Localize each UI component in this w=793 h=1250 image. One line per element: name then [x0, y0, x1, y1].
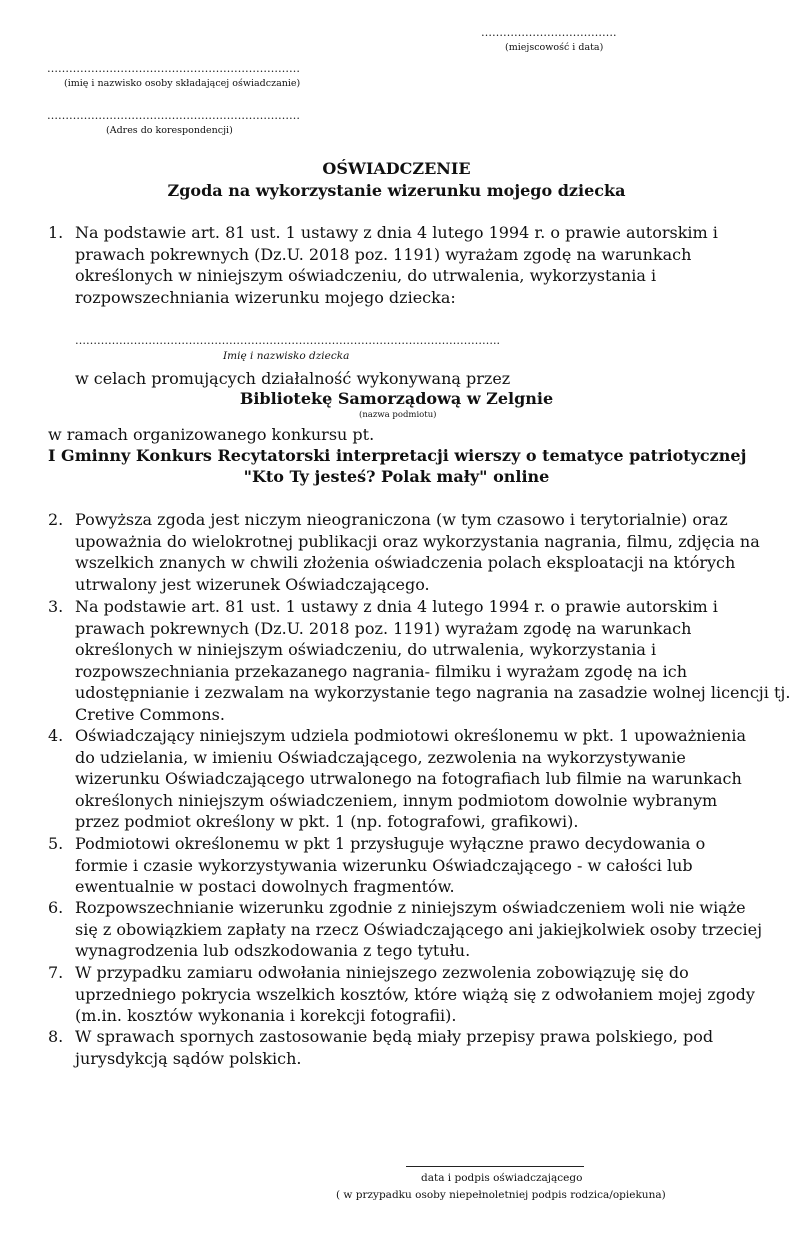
item-line: przez podmiot określony w pkt. 1 (np. fotografowi, grafikowi). — [75, 812, 579, 832]
item-line: się z obowiązkiem zapłaty na rzecz Oświadczającego ani jakiejkolwiek osoby trzeciej — [75, 919, 763, 939]
signature-note: ( w przypadku osoby niepełnoletniej podpis rodzica/opiekuna) — [336, 1189, 666, 1201]
item-line: wynagrodzenia lub odszkodowania z tego tytułu. — [75, 941, 471, 961]
purpose-text: w celach promujących działalność wykonywaną przez — [75, 369, 511, 388]
contest-title-line2: "Kto Ty jesteś? Polak mały" online — [243, 467, 550, 486]
item-line: rozpowszechniania przekazanego nagrania- filmiku i wyrażam zgodę na ich — [75, 661, 688, 681]
item-line: udostępnianie i zezwalam na wykorzystanie tego nagrania na zasadzie wolnej licencji tj. — [75, 683, 791, 703]
address-label: (Adres do korespondencji) — [106, 125, 233, 136]
entity-name: Bibliotekę Samorządową w Zelgnie — [239, 389, 554, 408]
declarant-name-label: (imię i nazwisko osoby składającej oświadczanie) — [64, 78, 301, 89]
item-number: 8. — [48, 1027, 64, 1046]
signature-label: data i podpis oświadczającego — [421, 1172, 583, 1184]
item-line: ewentualnie w postaci dowolnych fragmentów. — [75, 877, 455, 897]
item-text — [75, 962, 755, 1027]
item-line: upoważnia do wielokrotnej publikacji oraz wykorzystania nagrania, filmu, zdjęcia na — [75, 531, 760, 551]
item-number: 1. — [48, 223, 64, 242]
item-line: prawach pokrewnych (Dz.U. 2018 poz. 1191) wyrażam zgodę na warunkach — [75, 244, 692, 264]
place-date-field[interactable]: ………………………………. — [481, 26, 617, 39]
item-line: Na podstawie art. 81 ust. 1 ustawy z dnia 4 lutego 1994 r. o prawie autorskim i — [75, 597, 718, 616]
item-line: Oświadczający niniejszym udziela podmiotowi określonemu w pkt. 1 upoważnienia — [75, 726, 746, 745]
document-title: OŚWIADCZENIE — [322, 159, 471, 178]
item-number: 7. — [48, 963, 64, 982]
entity-label: (nazwa podmiotu) — [359, 410, 437, 420]
signature-line[interactable] — [406, 1166, 584, 1167]
item-line: wszelkich znanych w chwili złożenia oświadczenia polach eksploatacji na których — [75, 553, 736, 573]
item-text — [75, 596, 791, 726]
item-line: W przypadku zamiaru odwołania niniejszego zezwolenia zobowiązuję się do — [75, 963, 689, 982]
item-text — [75, 222, 755, 308]
item-line: Powyższa zgoda jest niczym nieograniczona (w tym czasowo i terytorialnie) oraz — [75, 510, 728, 529]
item-number: 2. — [48, 510, 64, 529]
item-text — [75, 509, 760, 595]
item-line: prawach pokrewnych (Dz.U. 2018 poz. 1191) wyrażam zgodę na warunkach — [75, 618, 692, 638]
item-text — [75, 833, 755, 898]
item-text — [75, 725, 755, 833]
declarant-name-field[interactable]: …………………………………………………………… — [47, 62, 300, 75]
item-line: określonych w niniejszym oświadczeniu, do utrwalenia, wykorzystania i — [75, 266, 657, 286]
item-text — [75, 1026, 755, 1069]
item-line: określonych niniejszym oświadczeniem, innym podmiotom dowolnie wybranym — [75, 790, 718, 810]
item-line: (m.in. kosztów wykonania i korekcji fotografii). — [75, 1006, 457, 1026]
item-line: uprzedniego pokrycia wszelkich kosztów, które wiążą się z odwołaniem mojej zgody — [75, 984, 755, 1004]
item-number: 3. — [48, 597, 64, 616]
item-line: W sprawach spornych zastosowanie będą miały przepisy prawa polskiego, pod — [75, 1027, 714, 1046]
item-line: do udzielania, w imieniu Oświadczającego, zezwolenia na wykorzystywanie — [75, 747, 686, 767]
contest-intro: w ramach organizowanego konkursu pt. — [48, 425, 375, 444]
item-line: wizerunku Oświadczającego utrwalonego na fotografiach lub filmie na warunkach — [75, 769, 742, 789]
item-number: 4. — [48, 726, 64, 745]
item-line: określonych w niniejszym oświadczeniu, do utrwalenia, wykorzystania i — [75, 640, 657, 660]
child-name-label: Imię i nazwisko dziecka — [223, 350, 350, 362]
item-line: formie i czasie wykorzystywania wizerunku Oświadczającego - w całości lub — [75, 855, 693, 875]
place-date-label: (miejscowość i data) — [505, 42, 604, 53]
item-line: jurysdykcją sądów polskich. — [75, 1048, 302, 1068]
item-line: utrwalony jest wizerunek Oświadczającego. — [75, 574, 430, 594]
item-line: Podmiotowi określonemu w pkt 1 przysługuje wyłączne prawo decydowania o — [75, 834, 706, 853]
item-line: Rozpowszechnianie wizerunku zgodnie z niniejszym oświadczeniem woli nie wiąże — [75, 898, 746, 917]
item-number: 5. — [48, 834, 64, 853]
item-line: Cretive Commons. — [75, 704, 225, 724]
item-line: Na podstawie art. 81 ust. 1 ustawy z dnia 4 lutego 1994 r. o prawie autorskim i — [75, 223, 718, 242]
child-name-field[interactable]: …………………………………………………………………………………………………….. — [75, 334, 500, 347]
document-subtitle: Zgoda na wykorzystanie wizerunku mojego dziecka — [167, 181, 626, 200]
item-line: rozpowszechniania wizerunku mojego dziecka: — [75, 287, 456, 307]
item-number: 6. — [48, 898, 64, 917]
address-field[interactable]: …………………………………………………………… — [47, 109, 300, 122]
contest-title-line1: I Gminny Konkurs Recytatorski interpretacji wierszy o tematyce patriotycznej — [48, 446, 747, 465]
item-text — [75, 897, 763, 962]
